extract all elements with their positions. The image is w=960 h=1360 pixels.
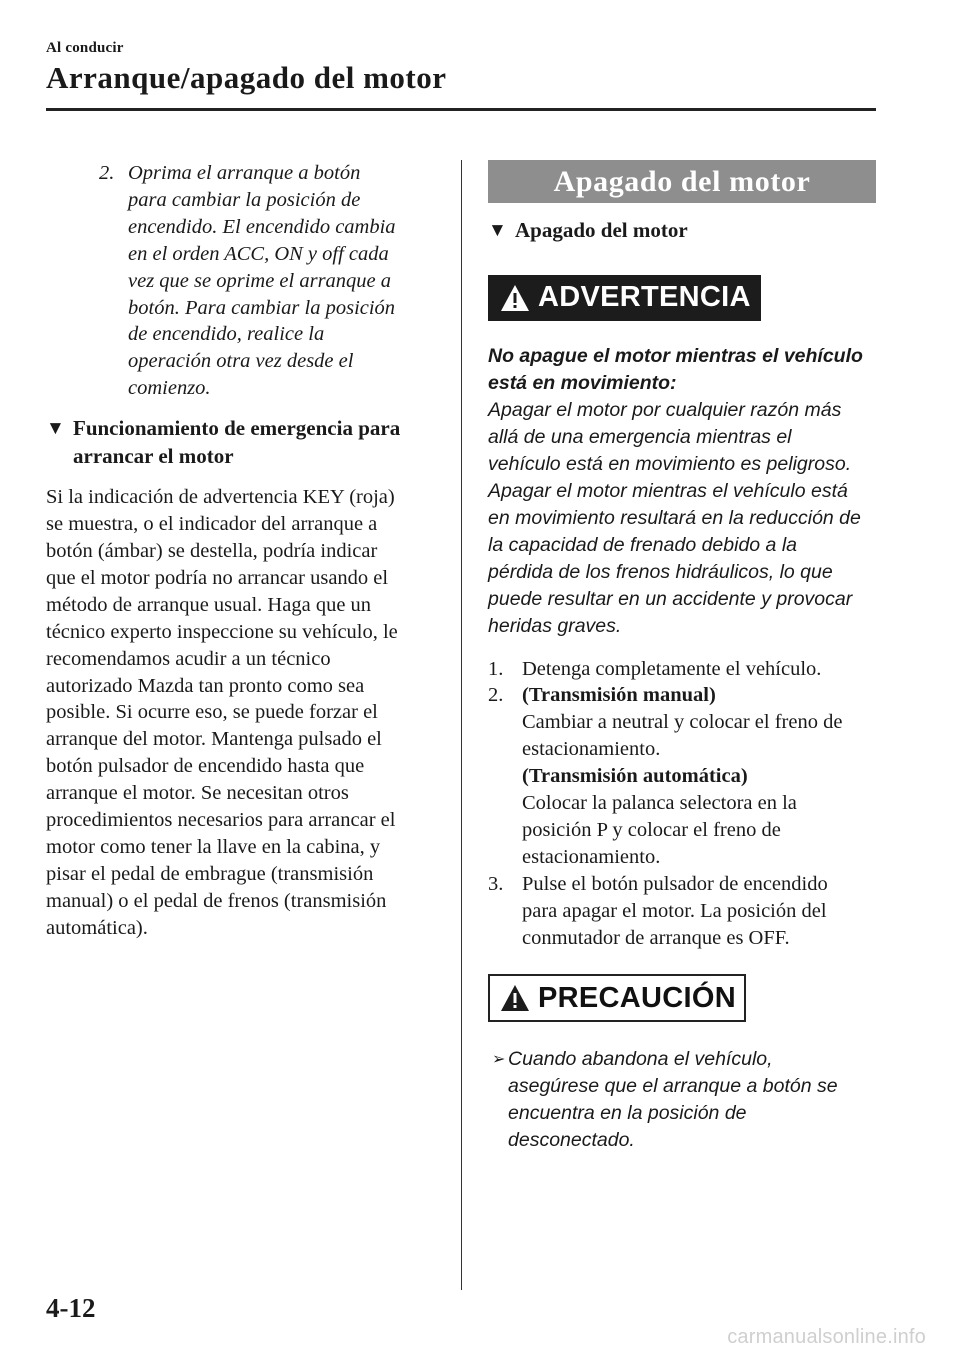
paragraph-line: método de arranque usual. Haga que un <box>46 593 372 616</box>
automatic-title: (Transmisión automática) <box>522 765 748 788</box>
heading-line: arrancar el motor <box>73 443 234 468</box>
step-line: de encendido, realice la <box>128 323 325 346</box>
step-line: para apagar el motor. La posición del <box>522 899 827 922</box>
warning-label-text: ADVERTENCIA <box>538 281 751 313</box>
step-line: encendido. El encendido cambia <box>128 215 396 238</box>
paragraph-line: técnico experto inspeccione su vehículo, le <box>46 620 398 643</box>
step-line: en el orden ACC, ON y off cada <box>128 242 389 265</box>
caution-item <box>488 1046 880 1154</box>
caution-label-text: PRECAUCIÓN <box>538 981 736 1014</box>
section-label: Al conducir <box>46 40 124 56</box>
caution-line: Cuando abandona el vehículo, <box>508 1048 773 1071</box>
step-line: Oprima el arranque a botón <box>128 162 361 184</box>
heading-line: Apagado del motor <box>515 218 688 242</box>
paragraph-line: posible. Si ocurre eso, se puede forzar el <box>46 701 378 724</box>
warning-line: la capacidad de frenado debido a la <box>488 533 797 556</box>
warning-label <box>488 275 761 321</box>
section-banner: Apagado del motor <box>488 160 876 203</box>
step-line: comienzo. <box>128 377 211 400</box>
caution-line: asegúrese que el arranque a botón se <box>508 1075 838 1098</box>
step-1 <box>488 656 880 683</box>
paragraph-line: botón (ámbar) se destella, podría indicar <box>46 539 378 562</box>
warning-line: Apagar el motor por cualquier razón más <box>488 398 842 421</box>
step-number: 2. <box>99 162 115 184</box>
warning-bold-line: está en movimiento: <box>488 371 677 394</box>
paragraph-line: Si la indicación de advertencia KEY (roja) <box>46 486 395 509</box>
caution-block <box>488 974 880 1022</box>
warning-line: pérdida de los frenos hidráulicos, lo que <box>488 560 833 583</box>
triangle-down-icon: ▼ <box>488 220 507 241</box>
step-line: conmutador de arranque es OFF. <box>522 926 790 949</box>
triangle-down-icon: ▼ <box>46 418 65 440</box>
paragraph-line: autorizado Mazda tan pronto como sea <box>46 674 365 697</box>
paragraph-line: procedimientos necesarios para arrancar el <box>46 809 396 832</box>
step-line: Pulse el botón pulsador de encendido <box>522 872 828 895</box>
step-line: estacionamiento. <box>522 845 661 868</box>
step-line: Cambiar a neutral y colocar el freno de <box>522 711 843 734</box>
warning-triangle-icon <box>500 283 530 313</box>
paragraph-line: manual) o el pedal de frenos (transmisión <box>46 889 387 912</box>
watermark: carmanualsonline.info <box>727 1326 926 1348</box>
step-line: Colocar la palanca selectora en la <box>522 792 797 815</box>
warning-line: puede resultar en un accidente y provocar <box>488 587 853 610</box>
warning-line: en movimiento resultará en la reducción de <box>488 506 861 529</box>
warning-line: vehículo está en movimiento es peligroso. <box>488 452 852 475</box>
warning-line: allá de una emergencia mientras el <box>488 425 792 448</box>
warning-line: heridas graves. <box>488 614 622 637</box>
left-column <box>46 160 436 942</box>
step-number: 3. <box>488 872 504 895</box>
paragraph-line: arranque el motor. Se necesitan otros <box>46 782 349 805</box>
emergency-paragraph <box>46 484 436 941</box>
warning-text <box>488 343 880 640</box>
warning-line: Apagar el motor mientras el vehículo está <box>488 479 848 502</box>
heading-line: Funcionamiento de emergencia para <box>73 416 401 441</box>
paragraph-line: arranque del motor. Mantenga pulsado el <box>46 728 382 751</box>
warning-block <box>488 275 880 321</box>
step-text: Detenga completamente el vehículo. <box>522 657 822 680</box>
paragraph-line: recomendamos acudir a un técnico <box>46 647 331 670</box>
step-line: estacionamiento. <box>522 738 661 761</box>
caution-line: desconectado. <box>508 1129 635 1152</box>
step-line: posición P y colocar el freno de <box>522 818 781 841</box>
column-divider <box>461 160 462 1290</box>
paragraph-line: automática). <box>46 916 148 939</box>
paragraph-line: botón pulsador de encendido hasta que <box>46 755 365 778</box>
paragraph-line: motor como tener la llave en la cabina, y <box>46 835 381 858</box>
caution-triangle-icon <box>500 983 530 1013</box>
step-line: operación otra vez desde el <box>128 350 354 373</box>
paragraph-line: pisar el pedal de embrague (transmisión <box>46 862 374 885</box>
arrow-right-icon: ➢ <box>492 1051 506 1069</box>
paragraph-line: que el motor podría no arrancar usando el <box>46 566 389 589</box>
emergency-heading <box>46 415 436 470</box>
shutdown-heading <box>488 217 880 245</box>
manual-title: (Transmisión manual) <box>522 684 716 707</box>
step-2 <box>488 682 880 870</box>
step-line: botón. Para cambiar la posición <box>128 296 396 319</box>
page-title: Arranque/apagado del motor <box>46 60 447 95</box>
step-number: 1. <box>488 657 504 680</box>
paragraph-line: se muestra, o el indicador del arranque a <box>46 513 378 536</box>
right-column <box>488 160 880 1154</box>
page-number: 4-12 <box>46 1293 96 1323</box>
step-2-ignition <box>46 160 436 402</box>
step-3 <box>488 871 880 952</box>
caution-label <box>488 974 746 1022</box>
shutdown-steps <box>488 656 880 952</box>
caution-line: encuentra en la posición de <box>508 1102 747 1125</box>
step-line: vez que se oprime el arranque a <box>128 269 392 292</box>
warning-bold-line: No apague el motor mientras el vehículo <box>488 344 863 367</box>
step-line: para cambiar la posición de <box>128 188 361 211</box>
step-number: 2. <box>488 684 504 707</box>
header-rule <box>46 108 876 111</box>
